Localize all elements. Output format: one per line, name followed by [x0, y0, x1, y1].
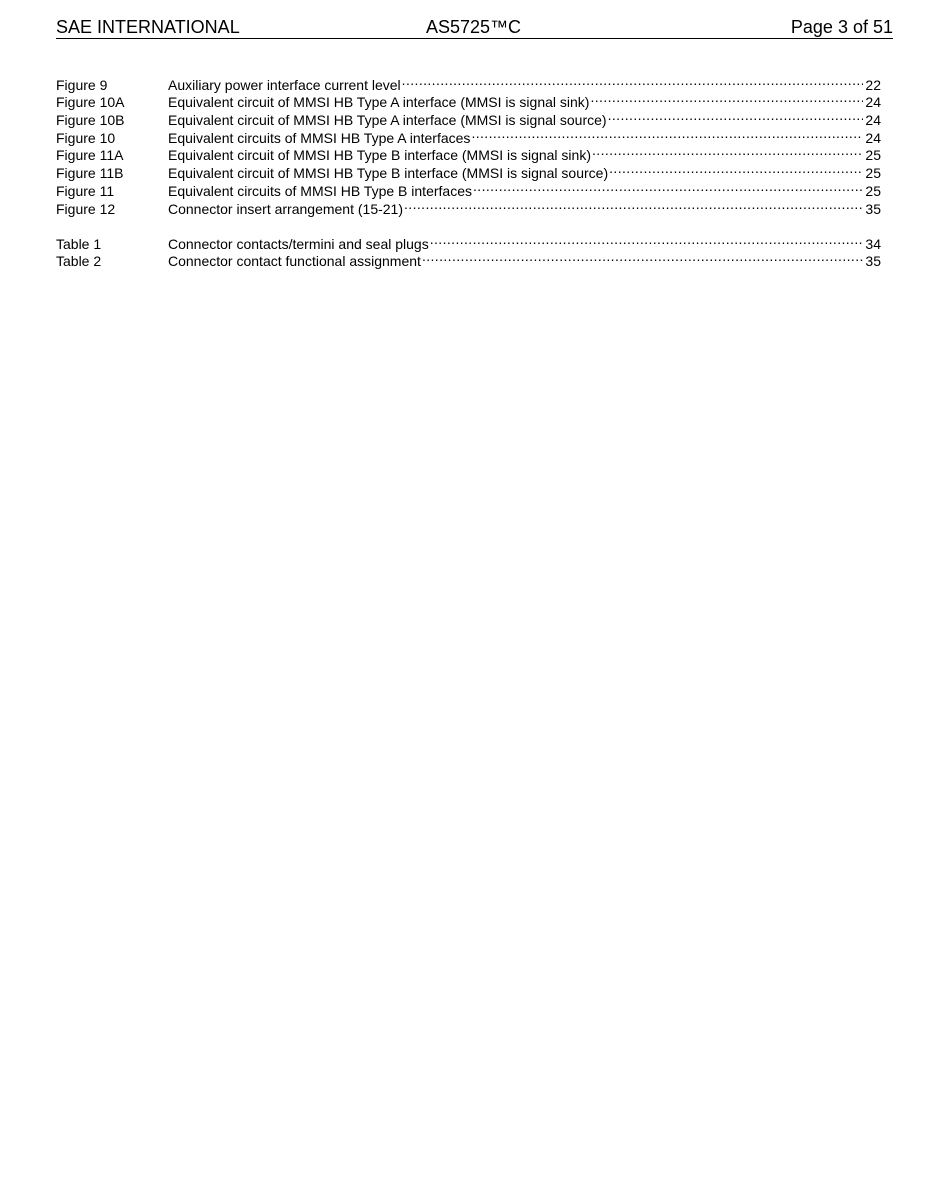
toc-dot-leader	[422, 249, 863, 267]
list-of-figures	[56, 72, 881, 217]
toc-entry-page: 25	[865, 182, 881, 199]
toc-entry-figure-9[interactable]	[56, 72, 881, 93]
toc-entry-title: Connector insert arrangement (15-21)	[168, 200, 404, 217]
toc-entry-page: 34	[865, 235, 881, 252]
toc-entry-page: 24	[865, 112, 881, 129]
toc-entry-title: Equivalent circuits of MMSI HB Type A interfaces	[168, 129, 471, 146]
toc-entry-title: Auxiliary power interface current level	[168, 76, 401, 93]
toc-entry-label: Table 2	[56, 253, 102, 270]
toc-entry-title: Equivalent circuit of MMSI HB Type B interface (MMSI is signal sink)	[168, 147, 591, 164]
page-watermark	[0, 0, 950, 6]
toc-entry-page: 35	[865, 253, 881, 270]
toc-entry-title: Equivalent circuit of MMSI HB Type A interface (MMSI is signal sink)	[168, 94, 590, 111]
toc-entry-title: Connector contacts/termini and seal plugs	[168, 235, 429, 252]
toc-dot-leader	[473, 178, 863, 196]
toc-entry-page: 24	[865, 129, 881, 146]
publisher-name: SAE INTERNATIONAL	[56, 17, 240, 37]
page-number: Page 3 of 51	[790, 17, 893, 37]
toc-entry-label: Table 1	[56, 235, 102, 252]
toc-entry-label: Figure 10B	[56, 112, 125, 129]
toc-entry-label: Figure 11A	[56, 147, 124, 164]
toc-dot-leader	[590, 90, 863, 108]
page-header	[56, 17, 893, 39]
toc-dot-leader	[404, 196, 863, 214]
toc-entry-label: Figure 9	[56, 76, 108, 93]
toc-entry-title: Connector contact functional assignment	[168, 253, 421, 270]
toc-entry-label: Figure 10A	[56, 94, 125, 111]
toc-entry-page: 22	[865, 76, 881, 93]
toc-entry-title: Equivalent circuit of MMSI HB Type B interface (MMSI is signal source)	[168, 165, 609, 182]
toc-dot-leader	[608, 107, 863, 125]
toc-entry-label: Figure 12	[56, 200, 116, 217]
toc-dot-leader	[402, 72, 863, 90]
toc-entry-page: 25	[865, 165, 881, 182]
toc-dot-leader	[430, 231, 863, 249]
toc-entry-title: Equivalent circuits of MMSI HB Type B interfaces	[168, 182, 472, 199]
toc-dot-leader	[592, 143, 863, 161]
toc-entry-title: Equivalent circuit of MMSI HB Type A interface (MMSI is signal source)	[168, 112, 607, 129]
toc-entry-page: 35	[865, 200, 881, 217]
document-number: AS5725™C	[426, 17, 522, 37]
toc-entry-label: Figure 10	[56, 129, 116, 146]
list-of-tables	[56, 231, 881, 270]
toc-dot-leader	[471, 125, 863, 143]
toc-entry-label: Figure 11B	[56, 165, 124, 182]
toc-dot-leader	[609, 160, 863, 178]
toc-entry-label: Figure 11	[56, 182, 115, 199]
toc-entry-page: 25	[865, 147, 881, 164]
toc-entry-table-1[interactable]	[56, 231, 881, 252]
toc-entry-page: 24	[865, 94, 881, 111]
